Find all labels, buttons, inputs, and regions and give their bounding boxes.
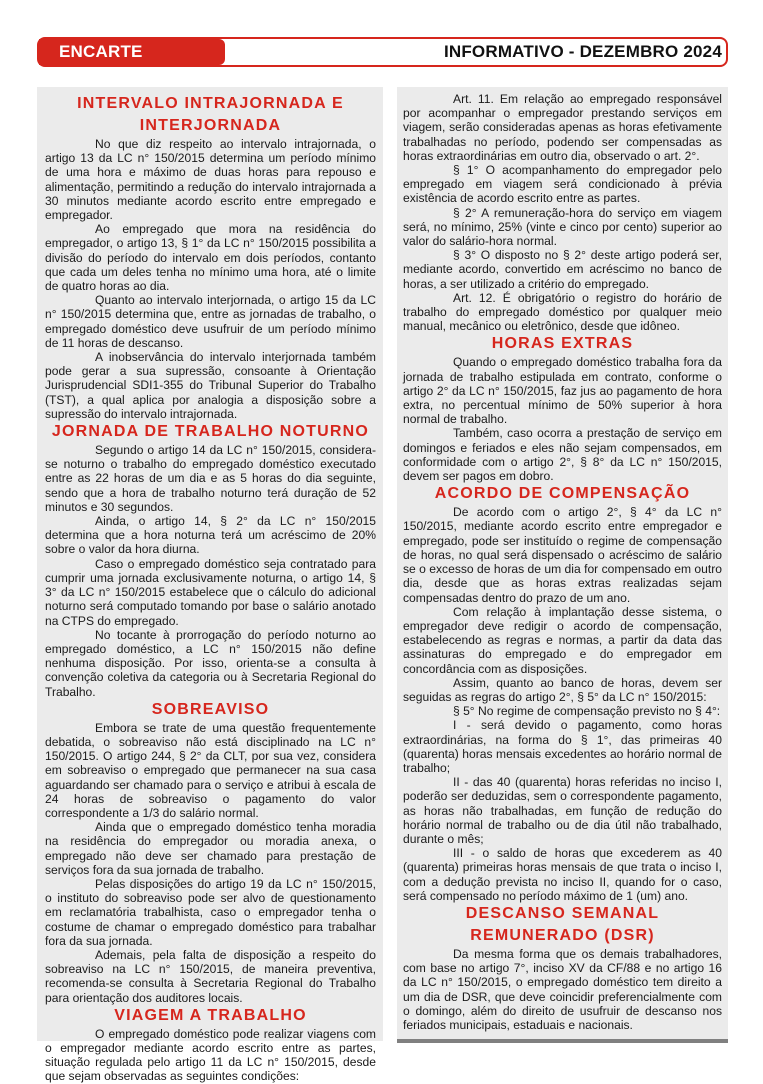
paragraph: De acordo com o artigo 2°, § 4° da LC n° 150/2015, mediante acordo escrito entre empregador e empregado, pode ser instituído o regime de compensação de horas, no qual será dispensado o acréscimo de salário se o excesso de horas de um dia for compensado em outro dia, desde que as horas extras realizadas sejam compensadas dentro do prazo de um ano. xyxy=(403,505,722,605)
paragraph: Quando o empregado doméstico trabalha fora da jornada de trabalho estipulada em contrato, conforme o artigo 2° da LC n° 150/2015, faz jus ao pagamento de hora extra, no percentual mínimo de 50% superior à hora normal de trabalho. xyxy=(403,355,722,427)
left-column xyxy=(37,87,383,1084)
right-column xyxy=(397,87,728,1043)
paragraph: § 2° A remuneração-hora do serviço em viagem será, no mínimo, 25% (vinte e cinco por cento) superior ao valor do salário-hora normal. xyxy=(403,205,722,249)
paragraph: Assim, quanto ao banco de horas, devem ser seguidas as regras do artigo 2°, § 5° da LC n° 150/2015: xyxy=(403,675,722,704)
paragraph: O empregado doméstico pode realizar viagens com o empregador mediante acordo escrito entre as partes, situação regulada pelo artigo 11 da LC n° 150/2015, desde que sejam observadas as seguintes condições: xyxy=(45,1026,376,1084)
paragraph: No que diz respeito ao intervalo intrajornada, o artigo 13 da LC n° 150/2015 determina um período mínimo de uma hora e máximo de duas horas para repouso e alimentação, permitindo a redução do intervalo intrajornada a 30 minutos mediante acordo escrito entre empregado e empregador. xyxy=(45,137,376,223)
issue-title: INFORMATIVO - DEZEMBRO 2024 xyxy=(443,42,722,61)
paragraph: II - das 40 (quarenta) horas referidas no inciso I, poderão ser deduzidas, sem o correspondente pagamento, as horas não trabalhadas, em função de redução do horário normal de trabalho ou de dia útil não trabalhado, durante o mês; xyxy=(403,775,722,846)
paragraph: No tocante à prorrogação do período noturno ao empregado doméstico, a LC n° 150/2015 não define nenhuma disposição. Por isso, orienta-se a consulta à convenção coletiva da categoria ou à Secretaria Regional do Trabalho. xyxy=(45,627,376,699)
paragraph: Também, caso ocorra a prestação de serviço em domingos e feriados e eles não sejam compensados, em conformidade com o artigo 2°, § 8° da LC n° 150/2015, devem ser pagos em dobro. xyxy=(403,426,722,484)
paragraph: Segundo o artigo 14 da LC n° 150/2015, considera-se noturno o trabalho do empregado doméstico executado entre as 22 horas de um dia e as 5 horas do dia seguinte, sendo que a hora de trabalho noturno terá duração de 52 minutos e 30 segundos. xyxy=(45,443,376,514)
paragraph: Ainda que o empregado doméstico tenha moradia na residência do empregador ou moradia anexa, o empregado não deve ser chamado para prestação de serviços fora da sua jornada de trabalho. xyxy=(45,820,376,877)
page-header xyxy=(37,37,728,87)
paragraph: Ainda, o artigo 14, § 2° da LC n° 150/2015 determina que a hora noturna terá um acréscimo de 20% sobre o valor da hora diurna. xyxy=(45,514,376,557)
paragraph: Caso o empregado doméstico seja contratado para cumprir uma jornada exclusivamente noturna, o artigo 14, § 3° da LC n° 150/2015 estabelece que o cálculo do adicional noturno será computado tomando por base o salário anotado na CTPS do empregado. xyxy=(45,556,376,628)
section-heading: VIAGEM A TRABALHO xyxy=(114,1006,307,1024)
paragraph: Ademais, pela falta de disposição a respeito do sobreaviso na LC n° 150/2015, de maneira preventiva, recomenda-se consulta à Secretaria Regional do Trabalho para orientação dos auditores locais. xyxy=(45,947,376,1005)
paragraph: § 5° No regime de compensação previsto no § 4°: xyxy=(453,704,721,719)
paragraph: Pelas disposições do artigo 19 da LC n° 150/2015, o instituto do sobreaviso pode ser alvo de questionamento em reclamatória trabalhista, caso o empregador tenha o costume de chamar o empregado doméstico para trabalhar fora da sua jornada. xyxy=(45,876,376,948)
paragraph: Com relação à implantação desse sistema, o empregador deve redigir o acordo de compensação, estabelecendo as regras e normas, a partir da data das assinaturas do empregado e do empregador em concordância com as disposições. xyxy=(403,604,722,676)
paragraph: A inobservância do intervalo interjornada também pode gerar a sua supressão, consoante à Orientação Jurisprudencial SDI1-355 do Tribunal Superior do Trabalho (TST), a qual aplica por analogia a disposição sobre a supressão do intervalo intrajornada. xyxy=(45,350,376,421)
section-heading: DESCANSO SEMANAL REMUNERADO (DSR) xyxy=(465,904,660,944)
paragraph: I - será devido o pagamento, como horas extraordinárias, na forma do § 1°, das primeiras 40 (quarenta) horas mensais excedentes ao horário normal de trabalho; xyxy=(403,718,722,775)
paragraph: § 1° O acompanhamento do empregador pelo empregado em viagem será condicionado à prévia existência de acordo escrito entre as partes. xyxy=(403,163,722,206)
section-heading: INTERVALO INTRAJORNADA E INTERJORNADA xyxy=(77,95,344,134)
paragraph: Art. 11. Em relação ao empregado responsável por acompanhar o empregador prestando serviços em viagem, serão consideradas apenas as horas efetivamente trabalhadas no período, podendo ser compensadas as horas extraordinárias em outro dia, observado o art. 2°. xyxy=(403,92,722,163)
paragraph: § 3° O disposto no § 2° deste artigo poderá ser, mediante acordo, convertido em acréscimo no banco de horas, a ser utilizado a critério do empregado. xyxy=(403,248,722,291)
section-tag: ENCARTE ESPECIAL xyxy=(39,39,225,65)
section-heading: ACORDO DE COMPENSAÇÃO xyxy=(434,485,691,503)
paragraph: Quanto ao intervalo interjornada, o artigo 15 da LC n° 150/2015 determina que, entre as jornadas de trabalho, o empregado doméstico deve usufruir de um período mínimo de 11 horas de descanso. xyxy=(45,293,376,350)
paragraph: III - o saldo de horas que excederem as 40 (quarenta) primeiras horas mensais de que trata o inciso I, com a dedução prevista no inciso II, quando for o caso, será compensado no período máximo de 1 (um) ano. xyxy=(403,846,722,903)
section-heading: HORAS EXTRAS xyxy=(491,335,634,353)
paragraph: Embora se trate de uma questão frequentemente debatida, o sobreaviso não está disciplinado na LC n° 150/2015. O artigo 244, § 2° da CLT, por sua vez, considera em sobreaviso o empregado que permanecer na sua casa aguardando ser chamado para o serviço e atribui à escala de 24 horas de sobreaviso o pagamento do valor correspondente a 1/3 do salário normal. xyxy=(45,720,376,820)
paragraph: Art. 12. É obrigatório o registro do horário de trabalho do empregado doméstico por qualquer meio manual, mecânico ou eletrônico, desde que idôneo. xyxy=(403,290,722,334)
paragraph: Ao empregado que mora na residência do empregador, o artigo 13, § 1° da LC n° 150/2015 possibilita a divisão do período do intervalo em dois períodos, contanto que cada um deles tenha no mínimo uma hora, até o limite de quatro horas ao dia. xyxy=(45,222,376,294)
section-heading: JORNADA DE TRABALHO NOTURNO xyxy=(51,423,370,441)
section-heading: SOBREAVISO xyxy=(151,700,270,718)
paragraph: Da mesma forma que os demais trabalhadores, com base no artigo 7°, inciso XV da CF/88 e no artigo 16 da LC n° 150/2015, o empregado doméstico tem direito a um dia de DSR, que deve coincidir preferencialmente com o domingo, além do direito de usufruir de descanso nos feriados municipais, estaduais e nacionais. xyxy=(403,946,722,1032)
